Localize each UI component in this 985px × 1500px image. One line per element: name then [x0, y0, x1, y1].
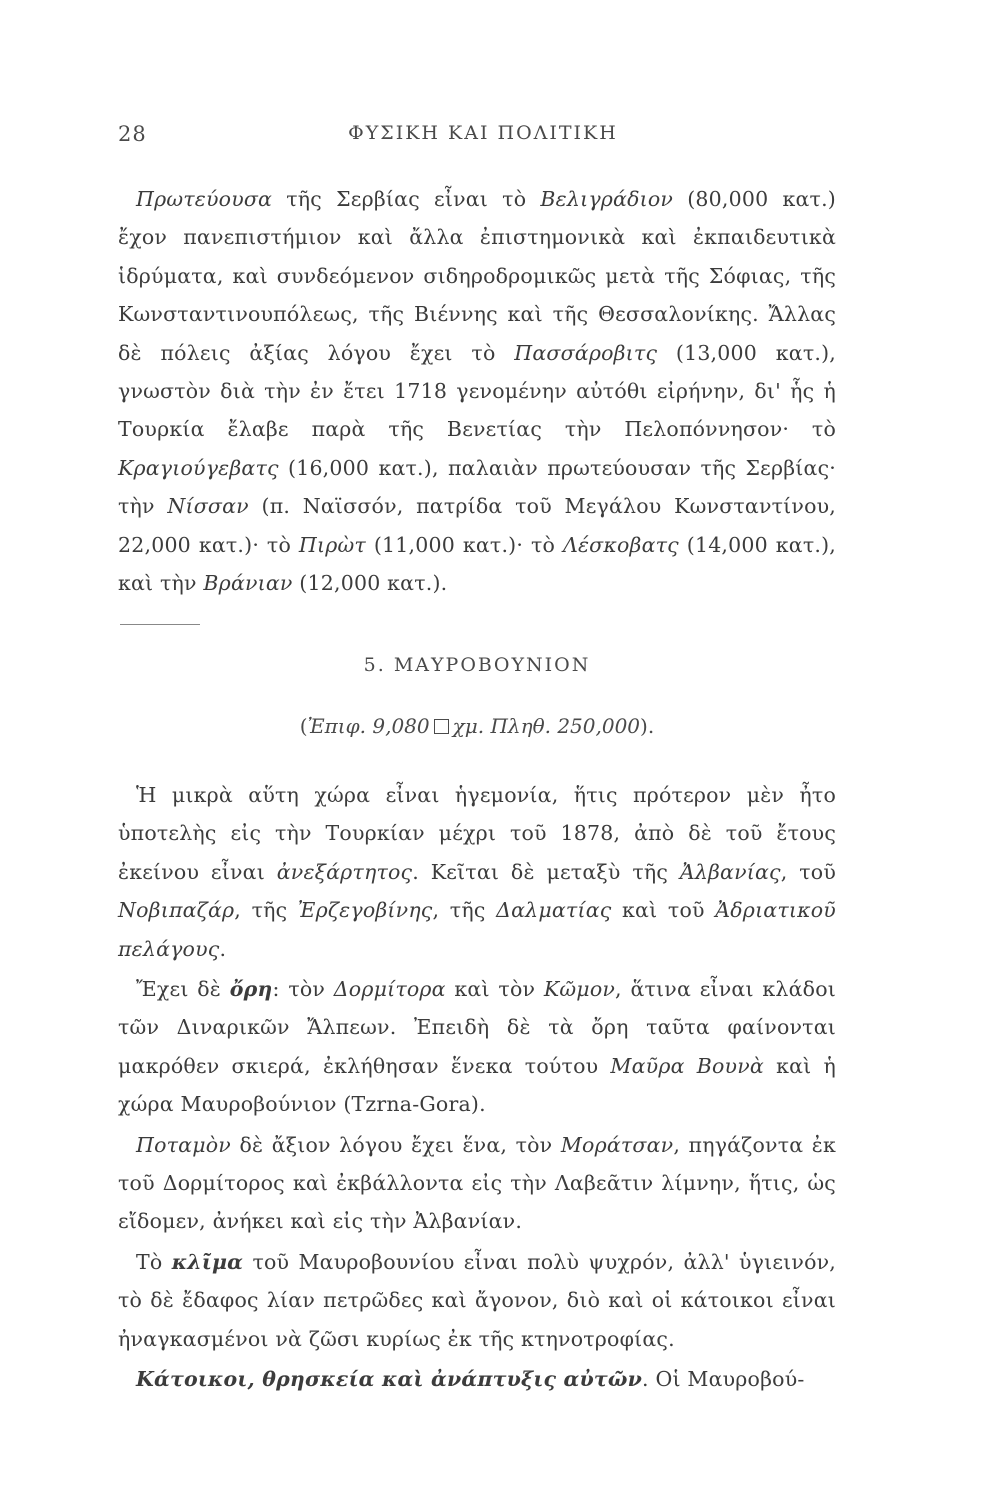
text-run: Ἔχει δὲ [136, 977, 230, 1002]
text-run: (12,000 κατ.). [292, 571, 448, 596]
section-stats [118, 714, 836, 738]
place-nis: Νίσσαν [167, 494, 249, 519]
paragraph-river [118, 1126, 836, 1241]
text-run: . [219, 936, 227, 961]
place-adriatic: Ἀδριατικοῦ πελάγους [118, 898, 836, 961]
place-vranje: Βράνιαν [203, 571, 293, 596]
text-run: , τοῦ [780, 859, 836, 884]
text-run: τῆς Σερβίας εἶναι τὸ [272, 187, 541, 211]
place-pirot: Πιρὼτ [298, 532, 366, 557]
lead-term-capital: Πρωτεύουσα [136, 187, 273, 211]
page-number: 28 [118, 122, 147, 146]
place-novipazar: Νοβιπαζάρ [118, 898, 235, 923]
text-run: (13,000 κατ.), γνωστὸν διὰ τὴν ἐν ἔτει 1718 γενομένην αὐτόθι εἰρήνην, δι' ἧς ἡ Τουρκία ἔλαβε παρὰ τῆς Βενετίας τὴν Πελοπόννησον· τὸ [118, 340, 836, 442]
paragraph-intro [118, 776, 836, 968]
lead-term-river: Ποταμὸν [136, 1132, 231, 1157]
square-icon [434, 719, 449, 734]
place-kragujevac: Κραγιούγεβατς [118, 455, 279, 480]
section-divider [120, 624, 200, 625]
term-black-mountains: Μαῦρα Βουνὰ [610, 1053, 764, 1078]
text-run: , τῆς [432, 898, 497, 923]
place-moraca: Μοράτσαν [560, 1132, 674, 1157]
paragraph-inhabitants [118, 1360, 836, 1398]
stats-area: Ἐπιφ. 9,080 [307, 714, 430, 738]
stats-area-unit: χμ. [452, 714, 485, 738]
stats-paren-open: ( [299, 714, 308, 738]
text-run: (14,000 κατ.), καὶ τὴν [118, 532, 836, 596]
text-run: (16,000 κατ.), παλαιὰν πρωτεύουσαν τῆς Σερβίας· τὴν [118, 455, 836, 519]
serbia-cities-paragraph [118, 180, 836, 604]
term-independent: ἀνεξάρτητος [276, 859, 413, 884]
text-run: Ἡ μικρὰ αὕτη χώρα εἶναι ἡγεμονία, ἥτις πρότερον μὲν ἦτο ὑποτελὴς εἰς τὴν Τουρκίαν μέχρι τοῦ 1878, ἀπὸ δὲ τοῦ ἔτους ἐκείνου εἶναι [118, 783, 836, 884]
text-run: (π. Ναϊσσόν, πατρίδα τοῦ Μεγάλου Κωνσταντίνου, 22,000 κατ.)· τὸ [118, 494, 836, 557]
text-run: καὶ τοῦ [611, 898, 716, 923]
text-run: δὲ ἄξιον λόγου ἔχει ἕνα, τὸν [230, 1132, 561, 1157]
text-run: , πηγάζοντα ἐκ τοῦ Δορμίτορος καὶ ἐκβάλλοντα εἰς τὴν Λαβεᾶτιν λίμνην, ἥτις, ὡς εἴδομεν, ἀνήκει καὶ εἰς τὴν Ἀλβανίαν. [118, 1132, 837, 1234]
term-inhabitants: Κάτοικοι, θρησκεία καὶ ἀνάπτυξις αὐτῶν [136, 1367, 643, 1392]
stats-paren-close: ). [640, 714, 655, 738]
place-passarowitz: Πασσάροβιτς [514, 340, 658, 365]
place-leskovac: Λέσκοβατς [562, 532, 679, 557]
text-run: καὶ ἡ χώρα Μαυροβούνιον (Tzrna-Gora). [118, 1053, 836, 1117]
text-run: . Κεῖται δὲ μεταξὺ τῆς [412, 859, 680, 884]
running-title: ΦΥΣΙΚΗ ΚΑΙ ΠΟΛΙΤΙΚΗ [348, 122, 618, 144]
term-climate: κλῖμα [171, 1249, 244, 1274]
place-durmitor: Δορμίτορα [333, 977, 446, 1002]
text-run: (11,000 κατ.)· τὸ [365, 532, 563, 557]
text-run: τοῦ Μαυροβουνίου εἶναι πολὺ ψυχρόν, ἀλλ' ὑγιεινόν, τὸ δὲ ἔδαφος λίαν πετρῶδες καὶ ἄγονον, διὸ καὶ οἱ κάτοικοι εἶναι ἠναγκασμένοι νὰ ζῶσι κυρίως ἐκ τῆς κτηνοτροφίας. [118, 1249, 836, 1351]
text-run: . Οἱ Μαυροβού- [642, 1367, 805, 1392]
term-mountains: ὄρη [229, 977, 273, 1002]
place-herzegovina: Ἐρζεγοβίνης [297, 898, 433, 923]
paragraph-capital [118, 180, 836, 602]
place-kom: Κῶμον [543, 977, 616, 1002]
text-run: , τῆς [234, 898, 298, 923]
stats-population: Πληθ. 250,000 [490, 714, 641, 738]
place-albania: Ἀλβανίας [679, 859, 781, 884]
section-heading: 5. ΜΑΥΡΟΒΟΥΝΙΟΝ [363, 654, 591, 676]
montenegro-text [118, 776, 836, 1401]
place-dalmatia: Δαλματίας [496, 898, 612, 923]
paragraph-mountains [118, 970, 836, 1124]
text-run: (80,000 κατ.) ἔχον πανεπιστήμιον καὶ ἄλλα ἐπιστημονικὰ καὶ ἐκπαιδευτικὰ ἱδρύματα, καὶ συνδεόμενον σιδηροδρομικῶς μετὰ τῆς Σόφιας, τῆς Κωνσταντινουπόλεως, τῆς Βιέννης καὶ τῆς Θεσσαλονίκης. Ἄλλας δὲ πόλεις ἀξίας λόγου ἔχει τὸ [118, 187, 837, 365]
text-run: Τὸ [136, 1249, 172, 1274]
text-run: , ἅτινα εἶναι κλάδοι τῶν Διναρικῶν Ἄλπεων. Ἐπειδὴ δὲ τὰ ὄρη ταῦτα φαίνονται μακρόθεν σκιερά, ἐκλήθησαν ἕνεκα τούτου [118, 977, 836, 1078]
running-head [118, 122, 848, 152]
place-belgrade: Βελιγράδιον [540, 187, 674, 211]
text-run: καὶ τὸν [445, 977, 544, 1002]
paragraph-climate [118, 1243, 836, 1358]
text-run: : τὸν [272, 977, 334, 1002]
